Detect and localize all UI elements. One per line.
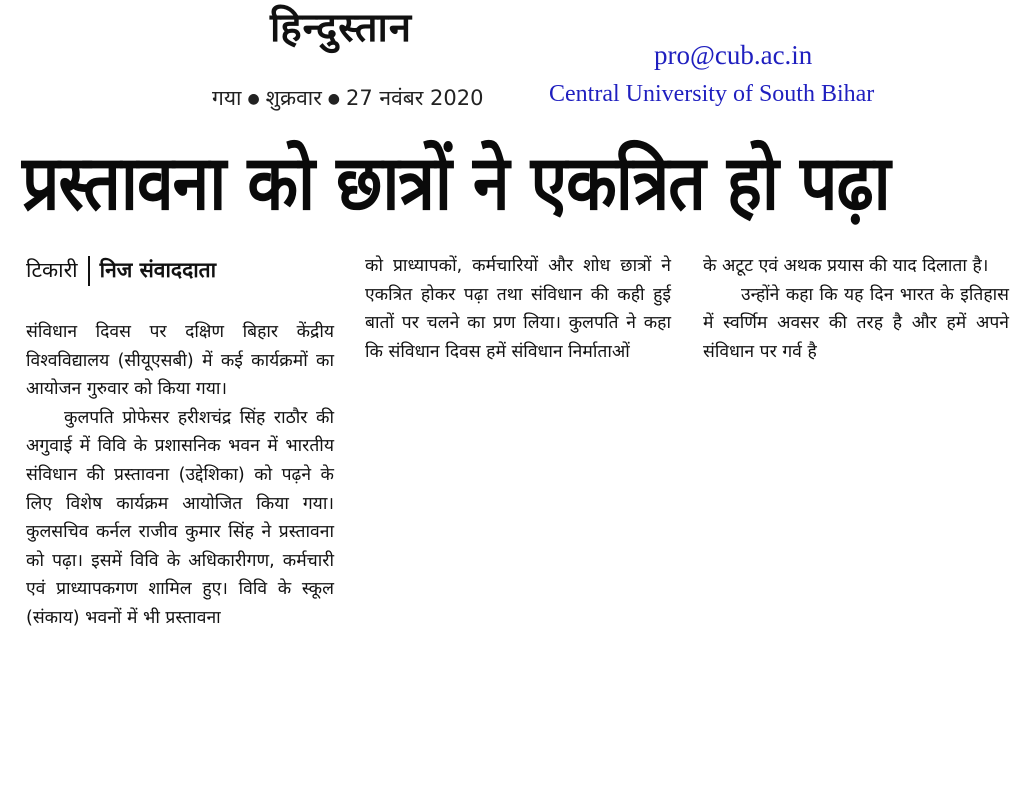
newspaper-masthead: हिन्दुस्तान xyxy=(270,5,413,51)
dateline-city: गया xyxy=(212,86,242,110)
article-paragraph: के अटूट एवं अथक प्रयास की याद दिलाता है। xyxy=(703,256,989,276)
contact-organization: Central University of South Bihar xyxy=(549,81,875,107)
contact-email: pro@cub.ac.in xyxy=(654,40,813,70)
byline-place: टिकारी xyxy=(26,258,78,282)
article-paragraph: उन्होंने कहा कि यह दिन भारत के इतिहास में स्वर्णिम अवसर की तरह है और हमें अपने संविधान पर गर्व है xyxy=(703,284,1009,362)
dateline-separator: ● xyxy=(247,91,260,107)
dateline-date: 27 नवंबर 2020 xyxy=(346,86,484,110)
dateline-day: शुक्रवार xyxy=(265,86,322,110)
article-byline xyxy=(26,254,216,286)
article-paragraph: कुलपति प्रोफेसर हरीशचंद्र सिंह राठौर की अगुवाई में विवि के प्रशासनिक भवन में भारतीय संविधान की प्रस्तावना (उद्देशिका) को पढ़ने के लिए विशेष कार्यक्रम आयोजित किया गया। कुलसचिव कर्नल राजीव कुमार सिंह ने प्रस्तावना को पढ़ा। इसमें विवि के अधिकारीगण, कर्मचारी एवं प्राध्यापकगण शामिल हुए। विवि के स्कूल (संकाय) भवनों में भी प्रस्तावना xyxy=(26,407,334,628)
article-headline: प्रस्तावना को छात्रों ने एकत्रित हो पढ़ा xyxy=(22,138,890,228)
dateline-separator: ● xyxy=(327,91,341,107)
byline-reporter: निज संवाददाता xyxy=(99,258,217,282)
byline-divider xyxy=(88,256,90,286)
article-column-3 xyxy=(703,252,1009,366)
article-column-2 xyxy=(365,252,671,366)
article-paragraph: संविधान दिवस पर दक्षिण बिहार केंद्रीय विश्वविद्यालय (सीयूएसबी) में कई कार्यक्रमों का आयोजन गुरुवार को किया गया। xyxy=(26,322,334,400)
dateline xyxy=(212,84,483,113)
article-column-1 xyxy=(26,318,334,633)
article-paragraph: को प्राध्यापकों, कर्मचारियों और शोध छात्रों ने एकत्रित होकर पढ़ा तथा संविधान की कही हुई बातों पर चलने का प्रण लिया। कुलपति ने कहा कि संविधान दिवस हमें संविधान निर्माताओं xyxy=(365,256,671,362)
